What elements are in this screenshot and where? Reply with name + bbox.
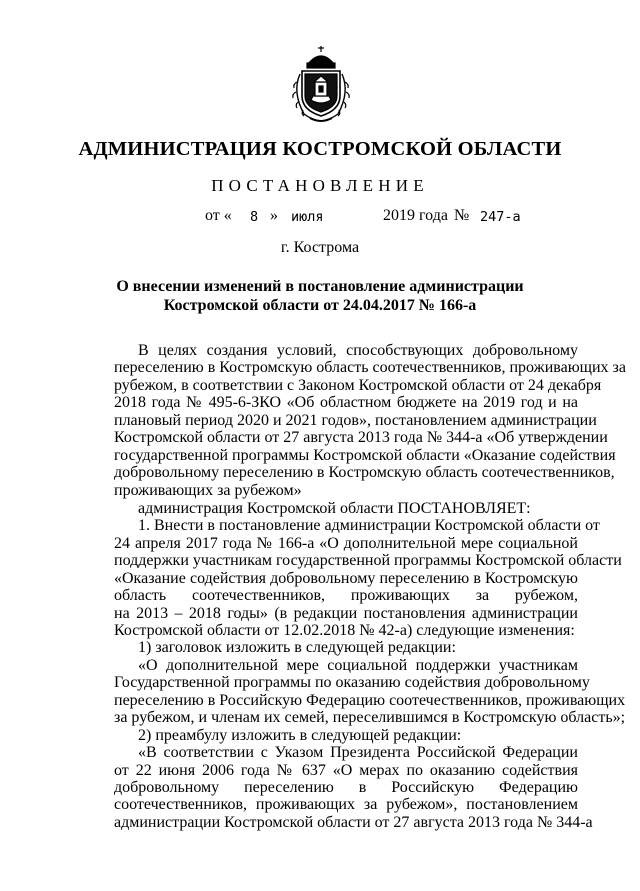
body-line: Костромской области от 12.02.2018 № 42-а) следующие изменения: (114, 622, 575, 639)
body-line: 1. Внести в постановление администрации Костромской области от (138, 517, 600, 535)
body-line: администрации Костромской области от 27 августа 2013 года № 344-а (114, 813, 593, 831)
body-line: область соотечественников, проживающих за рубежом, (114, 587, 578, 605)
body-line: плановый период 2020 и 2021 годов», постановлением администрации (114, 411, 597, 429)
body-line: добровольному переселению в Российскую Федерацию (114, 778, 578, 796)
body-line: государственной программы Костромской области «Оказание содействия (114, 446, 616, 464)
body-line: переселению в Российскую Федерацию соотечественников, проживающих (114, 691, 626, 709)
body-line: «В соответствии с Указом Президента Российской Федерации (138, 744, 578, 762)
body-line: от 22 июня 2006 года № 637 «О мерах по оказанию содействия (114, 761, 578, 779)
date-prefix: от « (205, 207, 232, 224)
body-line: поддержки участникам государственной программы Костромской области (114, 552, 622, 570)
body-line: «О дополнительной мере социальной поддержки участникам (138, 656, 578, 674)
body-line: проживающих за рубежом» (114, 481, 302, 499)
body-line: администрация Костромской области ПОСТАНОВЛЯЕТ: (138, 499, 531, 517)
body-line: рубежом, в соответствии с Законом Костромской области от 24 декабря (114, 376, 602, 394)
body-line: 2018 года № 495-6-ЗКО «Об областном бюджете на 2019 год и на (114, 394, 578, 412)
subject-line: О внесении изменений в постановление администрации (116, 278, 524, 295)
body-line: В целях создания условий, способствующих добровольному (138, 342, 578, 359)
document-body (114, 342, 626, 831)
date-day: 8 (250, 209, 259, 225)
body-line: 1) заголовок изложить в следующей редакции: (138, 639, 456, 657)
document-number: 247-а (480, 209, 521, 225)
organization-title: АДМИНИСТРАЦИЯ КОСТРОМСКОЙ ОБЛАСТИ (78, 138, 562, 160)
body-line: на 2013 – 2018 годы» (в редакции постановления администрации (114, 604, 578, 622)
subject-line: Костромской области от 24.04.2017 № 166-а (163, 297, 477, 314)
body-line: соотечественников, проживающих за рубежом», постановлением (114, 796, 578, 814)
body-line: добровольному переселению в Костромскую область соотечественников, (114, 464, 615, 482)
document-subject (0, 277, 640, 315)
body-line: 2) преамбулу изложить в следующей редакции: (138, 726, 462, 744)
date-year: 2019 года (383, 207, 448, 224)
city: г. Кострома (280, 239, 360, 256)
date-quote-close: » (270, 207, 278, 224)
coat-of-arms-emblem (290, 44, 352, 124)
body-line: Государственной программы по оказанию содействия добровольному (114, 674, 590, 692)
body-line: 24 апреля 2017 года № 166-а «О дополнительной мере социальной (114, 534, 578, 552)
body-line: «Оказание содействия добровольному переселению в Костромскую (114, 569, 578, 587)
body-line: за рубежом, и членам их семей, переселившимся в Костромскую область»; (114, 709, 626, 727)
document-type: ПОСТАНОВЛЕНИЕ (211, 176, 429, 195)
body-line: Костромской области от 27 августа 2013 года № 344-а «Об утверждении (114, 429, 608, 447)
number-sign: № (454, 207, 470, 224)
date-number-line (0, 207, 640, 229)
body-line: переселению в Костромскую область соотечественников, проживающих за (114, 359, 626, 377)
date-month: июля (291, 209, 324, 225)
